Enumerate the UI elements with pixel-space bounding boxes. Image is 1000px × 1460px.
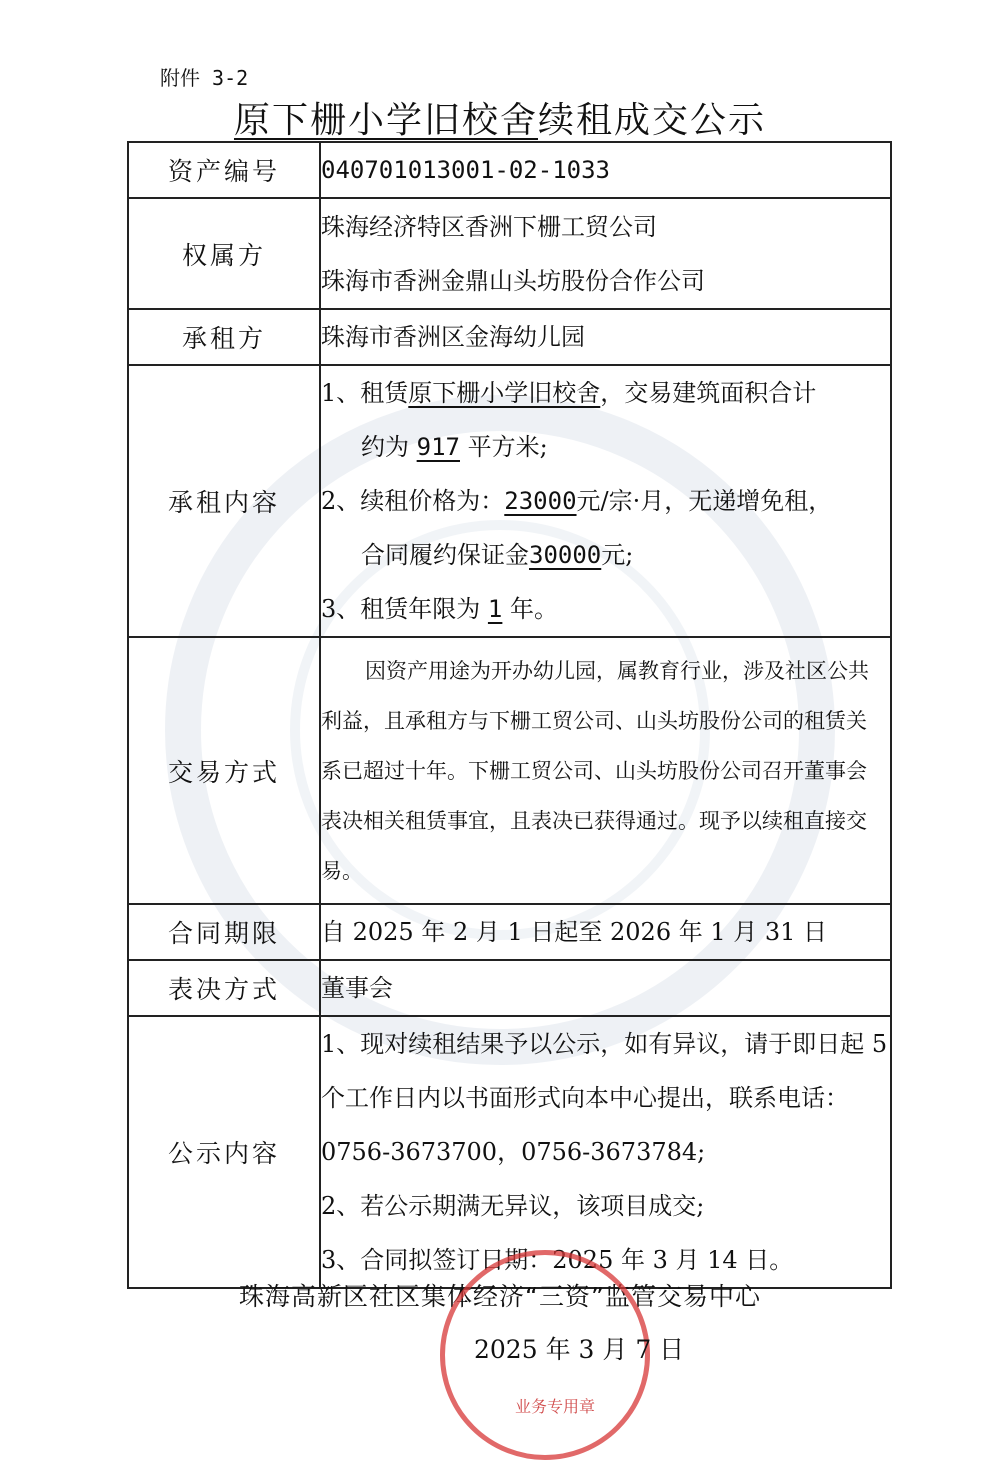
method-value [320, 637, 891, 904]
owner-line-2: 珠海市香洲金鼎山头坊股份合作公司 [321, 266, 705, 295]
content-subject: 原下栅小学旧校舍 [408, 379, 601, 407]
vote-label: 表决方式 [128, 960, 320, 1016]
owner-value [320, 198, 891, 309]
deposit-prefix: 合同履约保证金 [361, 541, 529, 569]
issue-date: 2025 年 3 月 7 日 [474, 1335, 685, 1364]
content-item-3 [321, 582, 890, 636]
area-value: 917 [416, 433, 460, 461]
table-row [128, 142, 891, 198]
content-value [320, 365, 891, 637]
content-item-1-prefix: 1、租赁 [321, 379, 409, 407]
content-item-1-suffix: ，交易建筑面积合计 [600, 379, 817, 407]
attachment-label: 附件 3-2 [160, 66, 249, 90]
area-suffix: 平方米; [467, 433, 548, 461]
period-label: 合同期限 [128, 904, 320, 960]
notice-label: 公示内容 [128, 1016, 320, 1288]
lessee-value: 珠海市香洲区金海幼儿园 [320, 309, 891, 365]
content-item-2-line-2 [321, 528, 890, 582]
years-suffix: 年。 [510, 595, 559, 623]
notice-item-3: 3、合同拟签订日期：2025 年 3 月 14 日。 [321, 1246, 794, 1274]
table-row [128, 1016, 891, 1288]
table-row [128, 960, 891, 1016]
asset-no-value: 040701013001-02-1033 [320, 142, 891, 198]
notice-item-1: 1、现对续租结果予以公示，如有异议，请于即日起 5 个工作日内以书面形式向本中心提出，联系电话： 0756-3673700，0756-3673784; [321, 1030, 888, 1166]
page-title [0, 92, 1000, 143]
table-row [128, 904, 891, 960]
notice-item-2: 2、若公示期满无异议，该项目成交; [321, 1192, 705, 1220]
announcement-table [127, 141, 892, 1289]
years-value: 1 [487, 595, 503, 623]
deposit-value: 30000 [529, 541, 602, 569]
years-prefix: 3、租赁年限为 [321, 595, 481, 623]
price-value: 23000 [504, 487, 577, 515]
content-label: 承租内容 [128, 365, 320, 637]
deposit-suffix: 元; [601, 541, 634, 569]
issuer-organization: 珠海高新区社区集体经济“三资”监管交易中心 [239, 1282, 761, 1311]
table-row [128, 198, 891, 309]
table-row [128, 365, 891, 637]
asset-no-label: 资产编号 [128, 142, 320, 198]
area-prefix: 约为 [361, 433, 409, 461]
method-text: 因资产用途为开办幼儿园，属教育行业，涉及社区公共利益，且承租方与下栅工贸公司、山头坊股份公司的租赁关系已超过十年。下栅工贸公司、山头坊股份公司召开董事会表决相关租赁事宜，且表决已获得通过。现予以续租直接交易。 [321, 658, 869, 883]
title-rest: 续租成交公示 [538, 100, 767, 141]
vote-value: 董事会 [320, 960, 891, 1016]
period-value: 自 2025 年 2 月 1 日起至 2026 年 1 月 31 日 [320, 904, 891, 960]
seal-text: 业务专用章 [515, 1397, 596, 1416]
method-label: 交易方式 [128, 637, 320, 904]
title-underlined: 原下栅小学旧校舍 [233, 100, 538, 141]
owner-label: 权属方 [128, 198, 320, 309]
content-item-2 [321, 474, 890, 528]
owner-line-1: 珠海经济特区香洲下栅工贸公司 [321, 212, 657, 241]
content-item-1 [321, 366, 890, 420]
content-item-1-line-2 [321, 420, 890, 474]
notice-value [320, 1016, 891, 1288]
price-suffix: 元/宗·月，无递增免租， [576, 487, 833, 515]
table-row [128, 309, 891, 365]
table-row [128, 637, 891, 904]
lessee-label: 承租方 [128, 309, 320, 365]
price-prefix: 2、续租价格为： [321, 487, 505, 515]
